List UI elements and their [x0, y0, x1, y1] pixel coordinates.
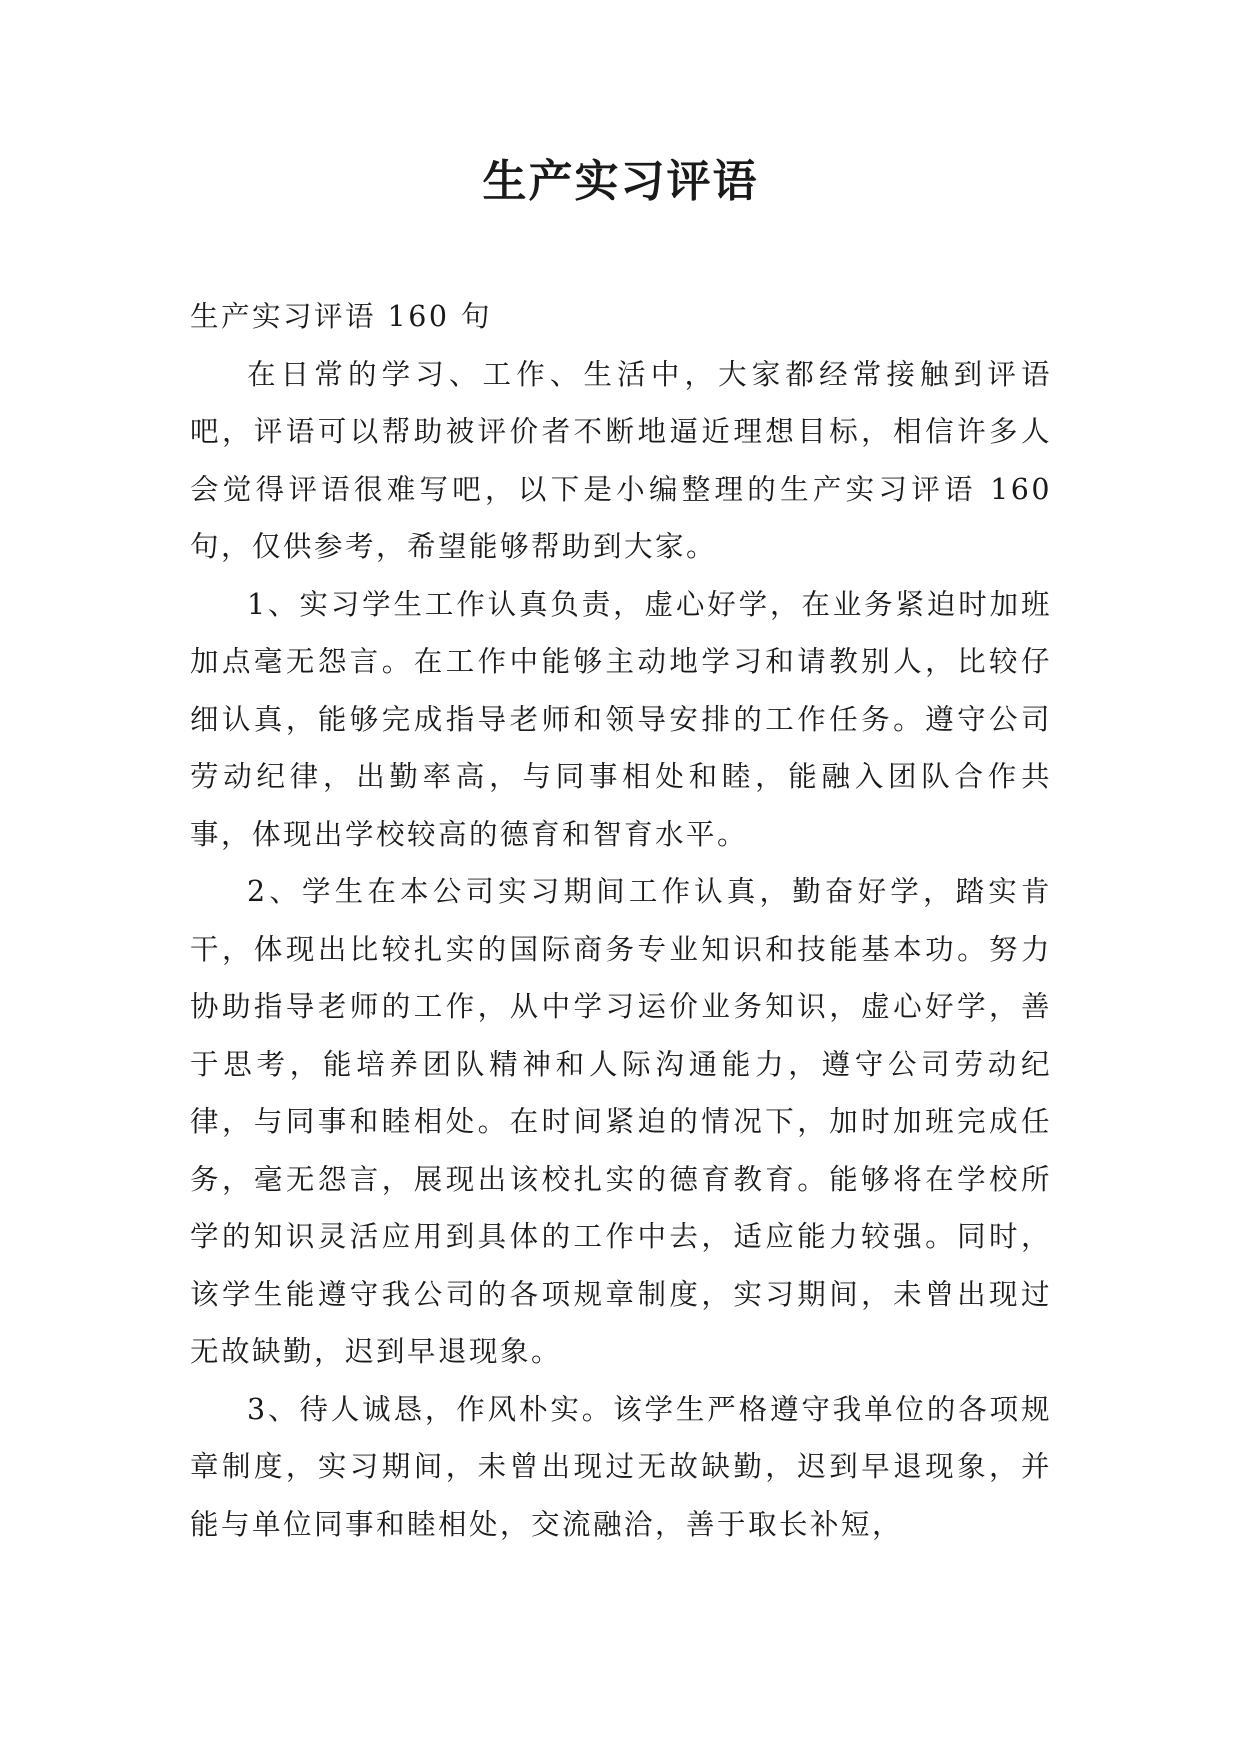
paragraph-comment-1: 1、实习学生工作认真负责，虚心好学，在业务紧迫时加班加点毫无怨言。在工作中能够主动地学习和请教别人，比较仔细认真，能够完成指导老师和领导安排的工作任务。遵守公司劳动纪律，出勤率高，与同事相处和睦，能融入团队合作共事，体现出学校较高的德育和智育水平。	[190, 587, 1052, 851]
document-subtitle: 生产实习评语 160 句	[190, 300, 493, 333]
paragraph-comment-3: 3、待人诚恳，作风朴实。该学生严格遵守我单位的各项规章制度，实习期间，未曾出现过无故缺勤，迟到早退现象，并能与单位同事和睦相处，交流融洽，善于取长补短，	[190, 1392, 1052, 1541]
paragraph-intro: 在日常的学习、工作、生活中，大家都经常接触到评语吧，评语可以帮助被评价者不断地逼近理想目标，相信许多人会觉得评语很难写吧，以下是小编整理的生产实习评语 160 句，仅供参考，希望能够帮助到大家。	[190, 357, 1052, 563]
document-body	[190, 288, 1052, 1553]
paragraph-comment-2: 2、学生在本公司实习期间工作认真，勤奋好学，踏实肯干，体现出比较扎实的国际商务专业知识和技能基本功。努力协助指导老师的工作，从中学习运价业务知识，虚心好学，善于思考，能培养团队精神和人际沟通能力，遵守公司劳动纪律，与同事和睦相处。在时间紧迫的情况下，加时加班完成任务，毫无怨言，展现出该校扎实的德育教育。能够将在学校所学的知识灵活应用到具体的工作中去，适应能力较强。同时，该学生能遵守我公司的各项规章制度，实习期间，未曾出现过无故缺勤，迟到早退现象。	[190, 875, 1052, 1368]
document-title: 生产实习评语	[482, 156, 759, 207]
